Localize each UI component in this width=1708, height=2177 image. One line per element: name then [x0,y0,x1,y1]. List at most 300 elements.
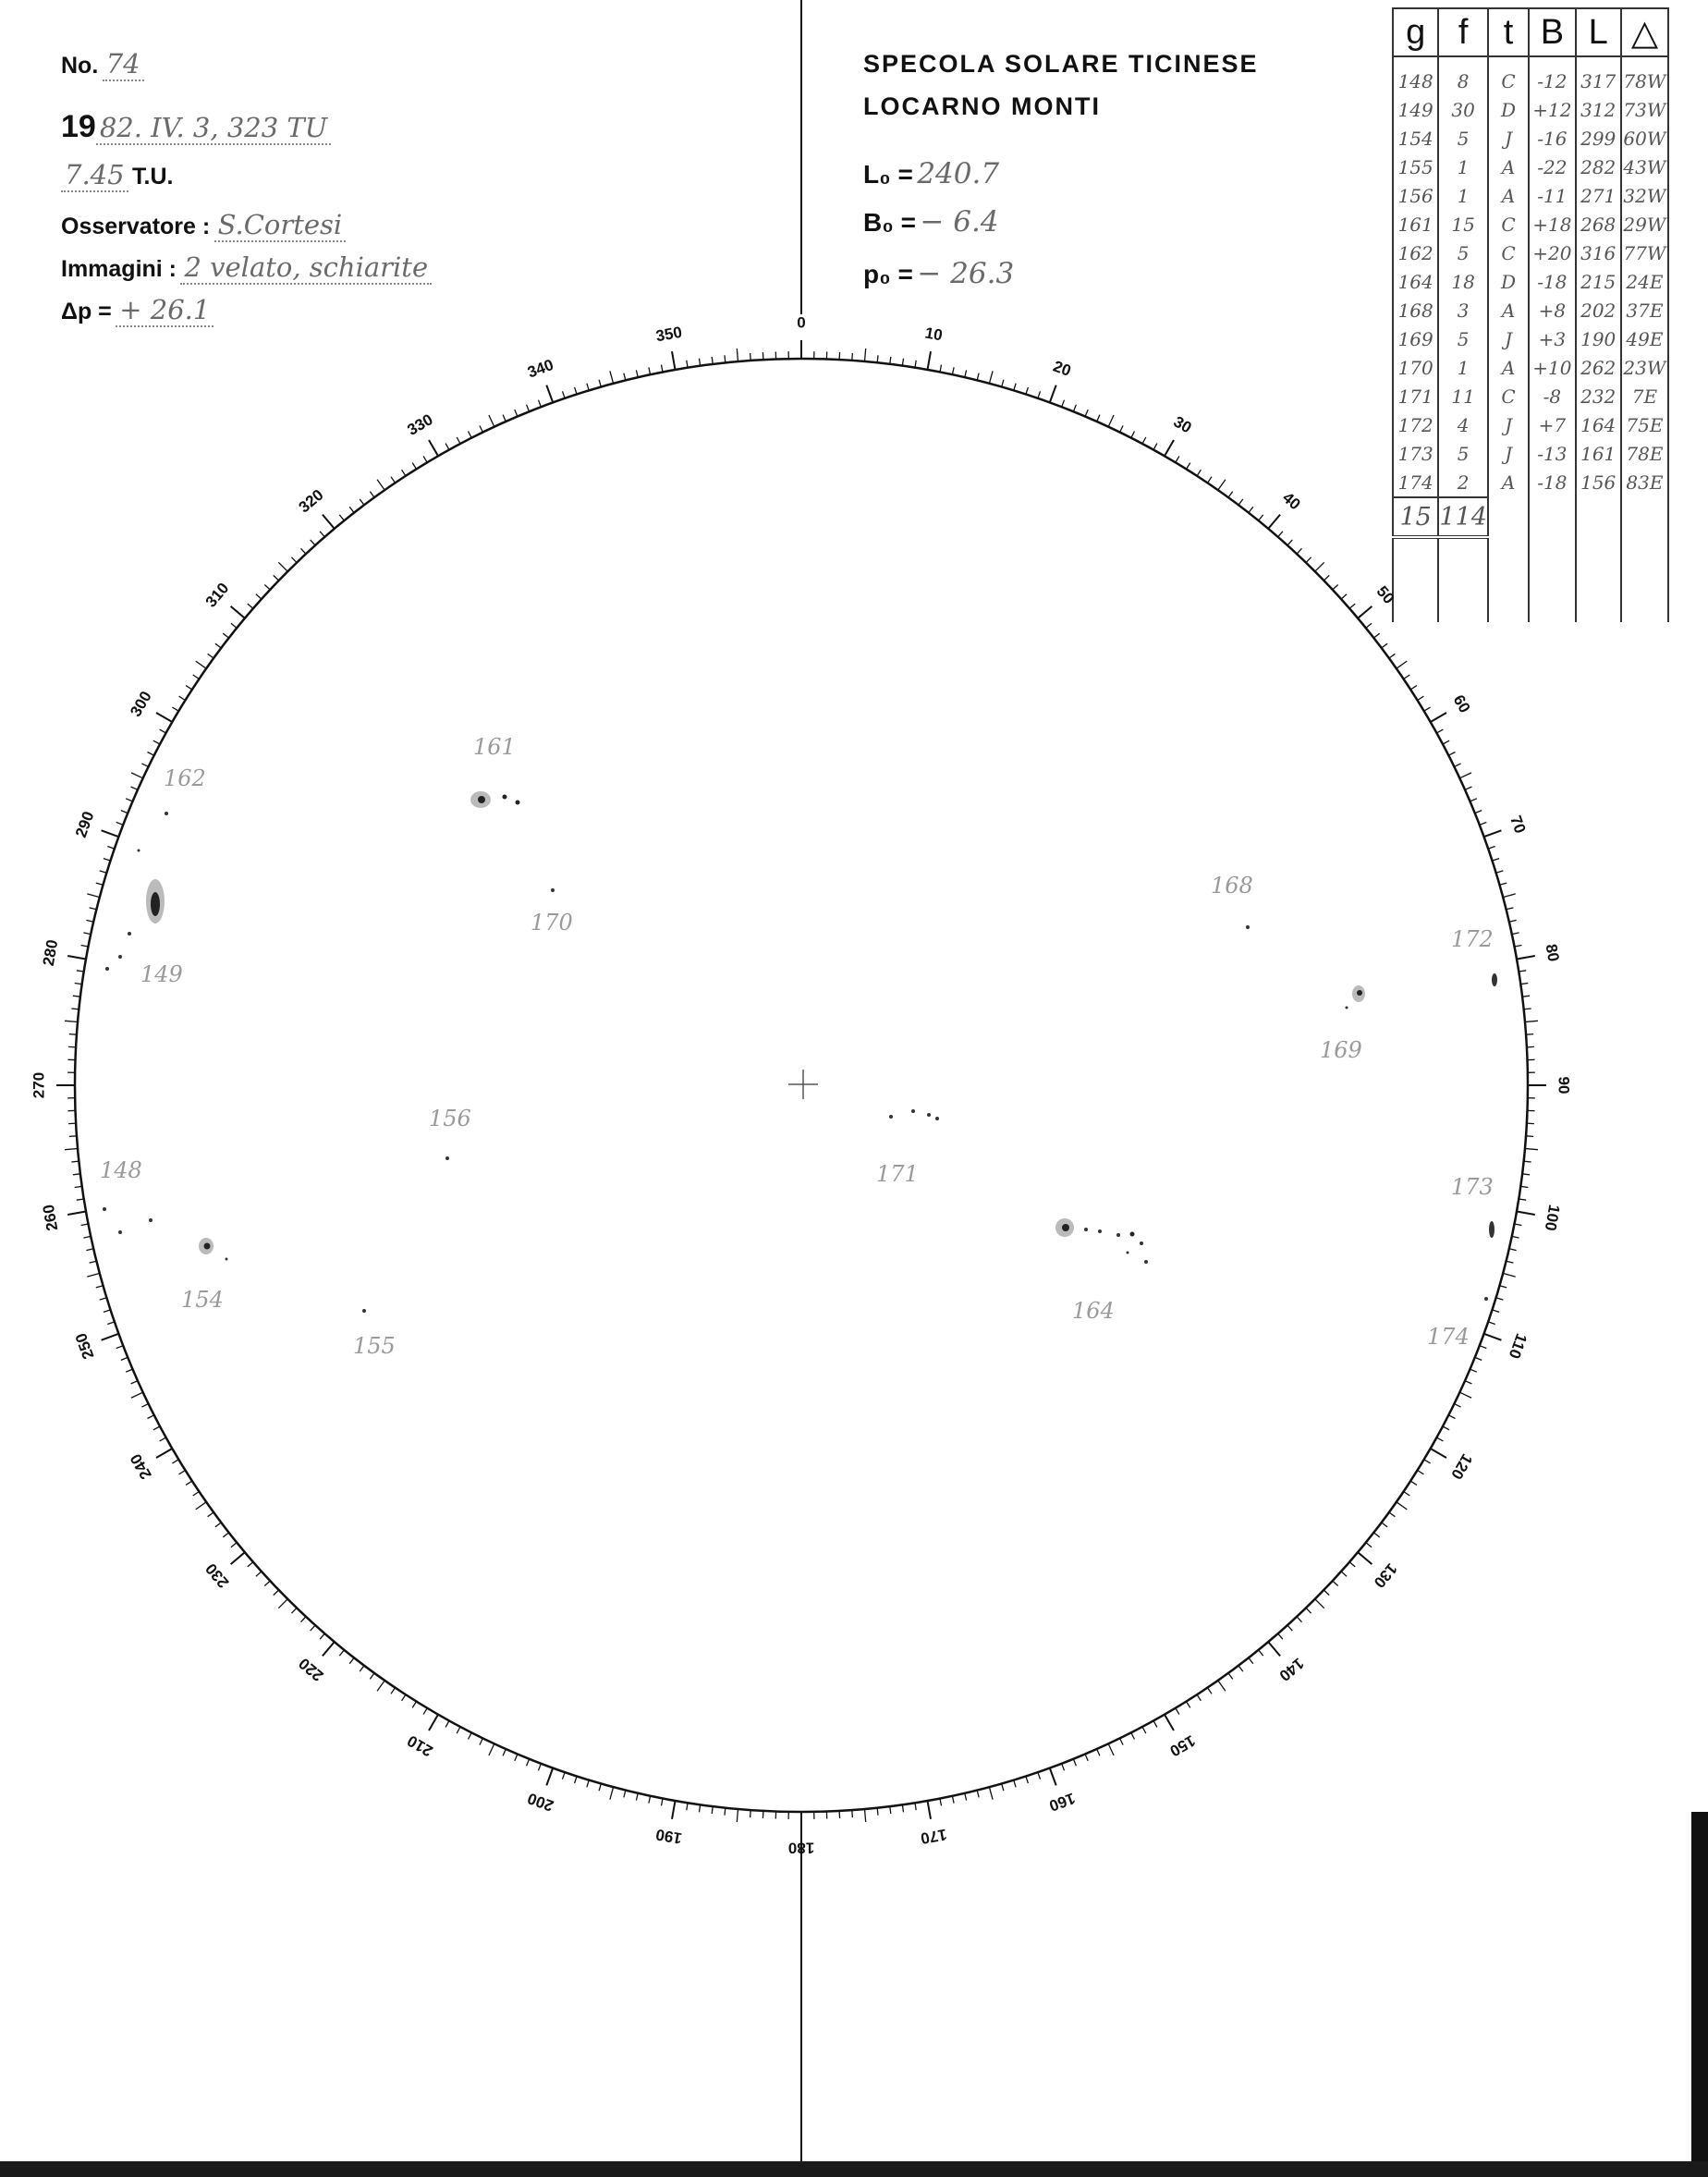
dial-label: 90 [1555,1076,1573,1095]
cell-g: 169 [1393,324,1438,353]
dial-tick [1306,1608,1312,1613]
dial-tick [1358,606,1372,618]
dial-label: 120 [1447,1450,1476,1483]
B0-value: − 6.4 [920,205,999,238]
dial-tick [141,1404,148,1408]
dial-tick [1431,713,1446,722]
dial-tick [1278,1633,1283,1639]
dial-tick [610,371,614,384]
cell-f: 1 [1438,181,1488,210]
dial-tick [489,415,494,427]
dial-tick [965,370,967,377]
dial-tick [69,1034,77,1035]
dial-tick [1131,432,1135,438]
dial-tick [1470,1369,1477,1372]
dial-tick [1524,1161,1531,1162]
spot-umbra [1062,1224,1069,1231]
sunspots [103,791,1497,1313]
dial-tick [274,575,279,581]
dial-tick [1527,1123,1534,1124]
dial-tick [81,946,89,948]
dial-tick [1026,387,1029,395]
spot-umbra [1489,1221,1494,1238]
dial-tick [274,1590,279,1596]
cell-t: C [1488,238,1529,267]
dial-tick [940,1799,942,1806]
dial-tick [687,361,688,368]
dial-tick [989,371,993,384]
cell-g: 161 [1393,210,1438,238]
dial-label: 290 [71,809,98,840]
dial-tick [1073,1759,1076,1766]
degree-ticks [56,340,1546,1830]
cell-f: 2 [1438,468,1488,497]
dial-tick [264,1581,270,1585]
dial-tick [1488,1322,1495,1325]
spot-umbra [478,796,485,803]
dial-tick [339,1650,344,1656]
dial-label: 140 [1275,1654,1308,1685]
cell-g: 164 [1393,267,1438,296]
group-label: 161 [473,734,516,760]
cell-B: +7 [1529,410,1575,439]
cell-B: -12 [1529,56,1575,95]
dial-tick [852,353,853,361]
dial-tick [68,1123,76,1124]
dial-tick [575,387,578,395]
dial-tick [1176,1708,1179,1715]
cell-f: 4 [1438,410,1488,439]
dial-tick [1249,507,1253,512]
dial-tick [1073,405,1076,411]
cell-t: J [1488,410,1529,439]
dial-tick [1470,799,1477,801]
dial-tick [179,1471,186,1474]
dial-tick [1142,1727,1146,1733]
spot-umbra [149,1218,152,1222]
dial-tick [989,1787,993,1800]
dial-tick [928,1801,932,1819]
dial-tick [102,830,119,837]
dial-tick [402,1694,406,1701]
col-B-header: B [1529,8,1575,56]
dial-tick [539,400,542,408]
cell-g: 149 [1393,95,1438,124]
dial-tick [301,548,306,554]
dial-tick [73,1174,80,1175]
dial-tick [737,349,738,361]
dial-tick [1475,811,1482,813]
year-prefix: 19 [61,109,96,144]
dial-tick [86,920,93,922]
dial-tick [1515,946,1522,948]
dial-tick [839,1811,840,1818]
dial-label: 50 [1372,582,1398,608]
group-label: 168 [1211,873,1253,899]
dial-tick [445,1721,449,1728]
cell-t: A [1488,153,1529,181]
cell-g: 148 [1393,56,1438,95]
cell-delta: 77W [1621,238,1668,267]
dial-tick [67,956,86,960]
dial-tick [291,1608,297,1613]
cell-B: +3 [1529,324,1575,353]
cell-delta: 49E [1621,324,1668,353]
dial-tick [148,1415,154,1419]
group-label: 174 [1427,1324,1470,1350]
spot-umbra [1116,1233,1120,1237]
dial-tick [186,686,192,690]
spot-umbra [927,1113,931,1117]
dial-tick [208,654,214,658]
dial-tick [193,1492,200,1497]
spot-umbra [138,850,140,852]
dial-tick [762,1811,763,1818]
dial-tick [1062,1764,1065,1771]
col-L-header: L [1576,8,1621,56]
cell-B: -18 [1529,267,1575,296]
dial-tick [67,1212,86,1216]
cell-delta: 78E [1621,439,1668,468]
cell-B: -13 [1529,439,1575,468]
dial-label: 220 [295,1654,327,1685]
dial-tick [515,1755,518,1761]
spot-umbra [1127,1252,1129,1254]
dial-tick [1493,1310,1500,1313]
dial-tick [1349,604,1355,608]
dial-label: 210 [404,1731,436,1760]
dial-tick [1507,1261,1514,1263]
spot-umbra [128,932,131,936]
group-label: 172 [1451,926,1494,952]
dial-tick [1526,1136,1533,1137]
cell-delta: 29W [1621,210,1668,238]
dial-tick [1389,654,1396,658]
dial-tick [1165,1715,1174,1731]
cell-L: 202 [1576,296,1621,324]
dial-tick [1509,920,1517,922]
cell-g: 156 [1393,181,1438,210]
dial-label: 150 [1166,1731,1199,1760]
dial-tick [1480,823,1487,826]
dial-tick [107,1322,115,1325]
dial-tick [1484,1334,1502,1340]
dial-tick [1249,1657,1253,1663]
dial-tick [107,847,115,850]
spot-umbra [1492,973,1497,986]
dial-tick [391,477,396,483]
dial-tick [527,405,530,411]
cell-delta: 37E [1621,296,1668,324]
dial-tick [1358,1552,1372,1564]
cell-t: D [1488,267,1529,296]
dial-tick [737,1809,738,1822]
dial-tick [539,1764,542,1771]
dial-tick [323,515,335,529]
dial-tick [1465,1381,1471,1384]
cell-t: J [1488,124,1529,153]
dial-tick [1512,933,1519,935]
col-delta-header: △ [1621,8,1668,56]
dial-tick [75,984,82,985]
dial-tick [1108,415,1114,427]
dial-tick [977,1791,979,1798]
dial-tick [116,1346,124,1349]
dial-tick [186,1481,192,1485]
dial-tick [587,384,589,391]
cell-delta: 73W [1621,95,1668,124]
dial-tick [156,713,172,722]
dial-tick [865,349,866,361]
dial-tick [1197,1694,1201,1701]
cell-L: 156 [1576,468,1621,497]
dial-label: 250 [71,1330,98,1362]
dial-label: 230 [201,1559,233,1592]
cell-t: J [1488,439,1529,468]
cell-B: -16 [1529,124,1575,153]
spot-umbra [1140,1241,1143,1245]
cell-f: 5 [1438,324,1488,353]
dial-tick [489,1743,494,1755]
dial-tick [1187,1702,1190,1708]
dial-tick [1520,1186,1528,1187]
cell-delta: 23W [1621,353,1668,382]
cell-t: C [1488,56,1529,95]
dial-tick [1522,996,1530,997]
dial-label: 320 [295,485,327,517]
dial-tick [131,1392,143,1398]
dial-tick [90,1261,97,1263]
cell-L: 299 [1576,124,1621,153]
total-groups: 15 [1393,497,1438,537]
dial-tick [563,1772,566,1780]
L0-label: L₀ = [863,160,913,189]
group-label: 154 [181,1287,224,1313]
dial-label: 190 [654,1825,684,1848]
spot-umbra [1084,1228,1088,1231]
cell-B: -11 [1529,181,1575,210]
spot-umbra [1484,1297,1488,1301]
cell-L: 317 [1576,56,1621,95]
dial-tick [1038,391,1041,398]
dial-tick [131,773,143,778]
dial-tick [1480,1346,1487,1349]
no-value: 74 [103,48,144,81]
dial-tick [1228,1673,1233,1680]
dial-label: 100 [1541,1203,1564,1232]
dial-tick [469,432,472,438]
dial-tick [852,1810,853,1817]
observer-label: Osservatore : [61,214,211,239]
cell-L: 232 [1576,382,1621,410]
dial-tick [700,1804,701,1812]
dial-tick [370,492,374,498]
dial-tick [890,357,891,364]
dial-tick [90,908,97,910]
spot-umbra [1246,925,1250,929]
spot-umbra [516,801,520,805]
dial-tick [131,1381,138,1384]
dial-tick [1002,380,1004,387]
dial-tick [1341,594,1347,599]
dial-tick [1278,532,1283,537]
dial-tick [940,365,942,373]
dial-tick [69,1136,77,1137]
dial-tick [1097,1749,1100,1755]
dial-tick [1050,385,1056,403]
time-value: 7.45 [61,159,128,192]
dial-tick [1208,1688,1213,1694]
group-label: 148 [100,1157,142,1183]
dial-tick [902,359,903,366]
cell-L: 268 [1576,210,1621,238]
dial-tick [1522,1174,1530,1175]
dial-tick [429,1715,438,1731]
cell-L: 312 [1576,95,1621,124]
dial-tick [1525,1149,1538,1150]
dial-tick [412,463,416,470]
group-number-labels [100,734,1494,1359]
B0-label: B₀ = [863,208,916,237]
dial-tick [599,380,601,387]
dial-tick [915,1803,916,1810]
dial-tick [587,1780,589,1788]
dial-tick [1014,1780,1016,1788]
dial-tick [1287,1625,1292,1631]
dial-tick [712,357,713,364]
dial-tick [1500,883,1507,885]
cell-delta: 60W [1621,124,1668,153]
dial-tick [649,367,651,374]
cell-g: 172 [1393,410,1438,439]
cell-f: 5 [1438,238,1488,267]
dial-label: 200 [525,1789,556,1816]
dial-tick [1324,575,1329,581]
cell-f: 5 [1438,439,1488,468]
dial-label: 40 [1278,488,1304,514]
dial-tick [153,740,160,744]
date-value: 82. IV. 3, 323 TU [96,112,331,145]
dial-tick [1373,633,1379,638]
dial-tick [1218,1681,1226,1691]
dial-tick [1315,1599,1324,1608]
cell-L: 271 [1576,181,1621,210]
cell-t: A [1488,296,1529,324]
dial-tick [877,1808,878,1816]
dial-tick [750,353,751,361]
dial-tick [687,1803,688,1810]
dial-tick [256,594,262,599]
dial-tick [1120,425,1124,432]
dial-tick [320,532,324,537]
dial-tick [193,675,200,679]
dial-tick [360,499,364,505]
dial-tick [1085,410,1088,416]
dial-tick [1431,1449,1446,1458]
dial-tick [750,1810,751,1817]
dial-tick [1424,707,1431,711]
dial-tick [1512,1236,1519,1238]
dial-tick [102,1334,119,1340]
dial-tick [877,355,878,362]
dial-tick [208,1512,214,1517]
dial-tick [1503,894,1516,898]
dial-tick [890,1806,891,1814]
dial-tick [1268,1642,1280,1656]
cell-delta: 75E [1621,410,1668,439]
col-f-header: f [1438,8,1488,56]
dial-tick [83,1236,91,1238]
dial-tick [231,1552,245,1564]
dial-tick [952,367,954,374]
dial-tick [104,1310,111,1313]
spot-umbra [151,892,160,916]
dial-tick [131,787,138,789]
spot-umbra [551,888,555,892]
dial-tick [1443,1426,1449,1430]
dial-tick [1507,908,1514,910]
dial-tick [1527,1046,1534,1047]
dial-tick [1373,1533,1379,1537]
dial-tick [480,1739,483,1745]
cell-g: 174 [1393,468,1438,497]
dial-tick [636,370,638,377]
dial-label: 60 [1449,691,1474,716]
dial-tick [839,352,840,360]
dial-tick [196,661,206,668]
cell-delta: 32W [1621,181,1668,210]
group-label: 162 [164,765,206,791]
cell-g: 171 [1393,382,1438,410]
dial-tick [1397,661,1407,668]
spot-umbra [103,1207,106,1211]
cell-f: 8 [1438,56,1488,95]
center-cross [788,1070,818,1099]
spot-umbra [503,795,507,800]
dial-tick [248,1562,253,1567]
dial-label: 340 [525,355,556,382]
dial-tick [153,1426,160,1430]
spot-umbra [1357,990,1362,996]
dial-tick [599,1784,601,1792]
dial-tick [1176,456,1179,462]
dial-tick [360,1666,364,1671]
dial-tick [624,373,626,381]
dial-tick [1324,1590,1329,1596]
dp-label: Δp = [61,299,112,324]
dial-tick [215,1523,221,1527]
dial-tick [1517,1212,1535,1216]
dial-tick [301,1617,306,1622]
dial-tick [1517,956,1535,960]
dial-tick [1131,1732,1135,1739]
dial-tick [423,456,427,462]
dial-tick [563,391,566,398]
dial-tick [1097,415,1100,422]
cell-g: 162 [1393,238,1438,267]
cell-f: 15 [1438,210,1488,238]
dial-tick [712,1806,713,1814]
dial-tick [902,1804,903,1812]
total-spots: 114 [1438,497,1488,537]
dp-value: + 26.1 [116,294,214,327]
dial-tick [248,604,253,608]
dial-tick [87,894,100,898]
dial-tick [278,562,287,571]
dial-tick [575,1777,578,1784]
dial-tick [672,1801,676,1819]
dial-tick [231,606,245,618]
